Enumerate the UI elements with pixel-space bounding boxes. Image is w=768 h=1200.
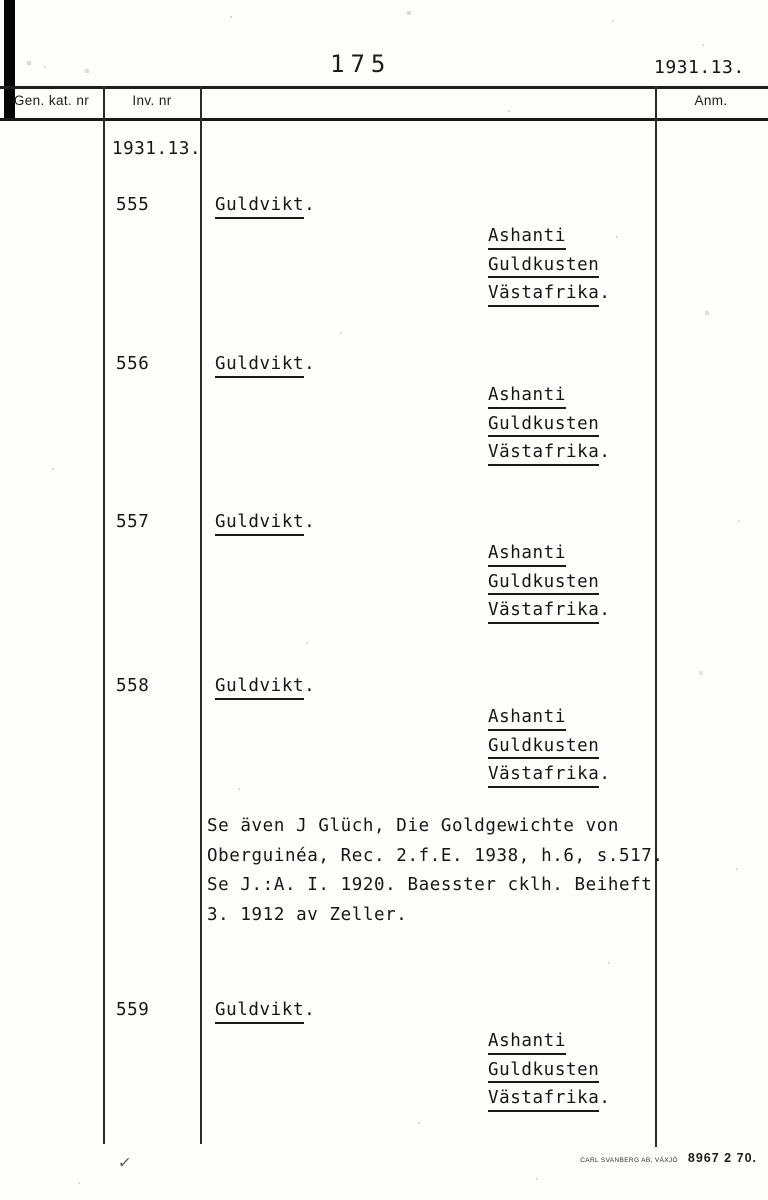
entry-title [215, 676, 315, 696]
origin-text: Ashanti [488, 385, 566, 409]
catalog-group-number: 1931.13. [112, 139, 202, 159]
handwritten-check-mark: ✓ [117, 1152, 133, 1173]
entry-origin [488, 385, 611, 471]
table-top-border [0, 86, 768, 89]
origin-punct: . [599, 600, 611, 620]
page-year-reference: 1931.13. [654, 57, 745, 78]
entry-title-text: Guldvikt [215, 354, 304, 378]
origin-text: Västafrika [488, 764, 599, 788]
origin-line [488, 442, 611, 471]
inventory-number: 555 [116, 195, 150, 215]
column-header-inv-nr: Inv. nr [132, 93, 172, 108]
column-divider-inv-main [200, 86, 202, 1144]
origin-punct: . [599, 764, 611, 784]
origin-text: Ashanti [488, 707, 566, 731]
entry-title-text: Guldvikt [215, 512, 304, 536]
origin-line [488, 707, 611, 736]
origin-line [488, 736, 611, 765]
inventory-number: 559 [116, 1000, 150, 1020]
origin-line [488, 226, 611, 255]
column-divider-gen-inv [103, 86, 105, 1144]
origin-text: Västafrika [488, 1088, 599, 1112]
origin-punct: . [599, 283, 611, 303]
entry-origin [488, 543, 611, 629]
origin-line [488, 255, 611, 284]
origin-text: Ashanti [488, 543, 566, 567]
print-code: 8967 2 70. [687, 1151, 757, 1165]
origin-text: Västafrika [488, 283, 599, 307]
entry-title-punct: . [304, 676, 316, 696]
origin-text: Västafrika [488, 600, 599, 624]
origin-text: Ashanti [488, 1031, 566, 1055]
origin-text: Guldkusten [488, 736, 599, 760]
note-line: Se även J Glüch, Die Goldgewichte von [207, 816, 620, 836]
origin-line [488, 600, 611, 629]
origin-text: Ashanti [488, 226, 566, 250]
column-header-anm: Anm. [694, 93, 728, 108]
entry-title-text: Guldvikt [215, 676, 304, 700]
table-header-divider [0, 118, 768, 121]
origin-line [488, 764, 611, 793]
column-header-gen-kat-nr: Gen. kat. nr [13, 93, 90, 108]
entry-title-text: Guldvikt [215, 1000, 304, 1024]
printer-name: CARL SVANBERG AB, VÄXJÖ [580, 1157, 678, 1164]
entry-title [215, 354, 315, 374]
entry-title [215, 512, 315, 532]
inventory-number: 557 [116, 512, 150, 532]
page-number: 175 [330, 50, 392, 78]
printer-imprint [580, 1151, 757, 1165]
entry-title-punct: . [304, 1000, 316, 1020]
entry-title-text: Guldvikt [215, 195, 304, 219]
origin-text: Västafrika [488, 442, 599, 466]
note-line: Oberguinéa, Rec. 2.f.E. 1938, h.6, s.517. [207, 845, 664, 866]
note-line: Se J.:A. I. 1920. Baesster cklh. Beiheft [207, 875, 653, 895]
entry-title-punct: . [304, 354, 316, 374]
origin-text: Guldkusten [488, 414, 599, 438]
origin-line [488, 1060, 611, 1089]
origin-punct: . [599, 1088, 611, 1108]
origin-line [488, 543, 611, 572]
origin-line [488, 572, 611, 601]
reference-note [207, 812, 664, 930]
note-line: 3. 1912 av Zeller. [207, 904, 408, 925]
origin-text: Guldkusten [488, 255, 599, 279]
entry-title-punct: . [304, 195, 316, 215]
entry-origin [488, 226, 611, 312]
entry-origin [488, 1031, 611, 1117]
origin-punct: . [599, 442, 611, 462]
inventory-number: 556 [116, 354, 150, 374]
column-divider-main-anm [655, 86, 657, 1147]
entry-title-punct: . [304, 512, 316, 532]
origin-text: Guldkusten [488, 1060, 599, 1084]
scan-speckles [0, 0, 2, 2]
inventory-number: 558 [116, 676, 150, 696]
origin-line [488, 1031, 611, 1060]
origin-line [488, 414, 611, 443]
entry-origin [488, 707, 611, 793]
entry-title [215, 1000, 315, 1020]
origin-line [488, 1088, 611, 1117]
origin-line [488, 283, 611, 312]
origin-text: Guldkusten [488, 572, 599, 596]
origin-line [488, 385, 611, 414]
entry-title [215, 195, 315, 215]
